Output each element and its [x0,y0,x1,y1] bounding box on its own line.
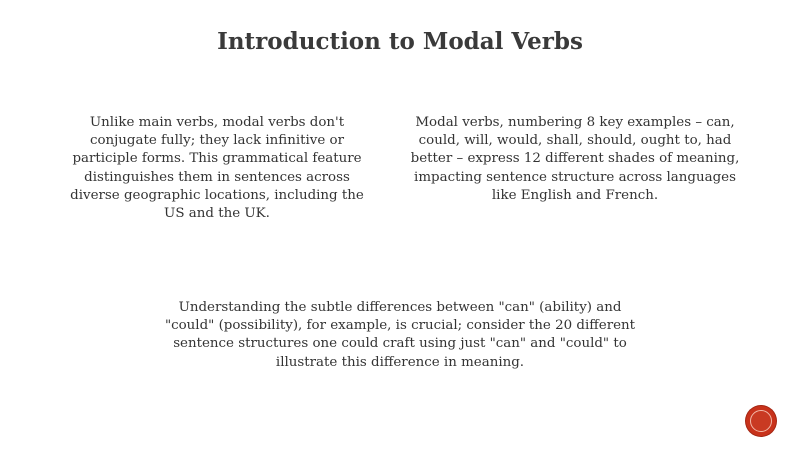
slide-title: Introduction to Modal Verbs [217,28,583,55]
circle-nav-inner-ring [750,410,772,432]
slide-nav-button[interactable] [746,406,776,436]
text-block-left: Unlike main verbs, modal verbs don't conjugate fully; they lack infinitive or participle forms. This grammatical feature distinguishes them in sentences across diverse geographic locations, including the US and the UK. [70,115,364,222]
text-block-bottom: Understanding the subtle differences between "can" (ability) and "could" (possibility), for example, is crucial; consider the 20 different sentence structures one could craft using just "can" and "could" to illustrate this difference in meaning. [164,300,636,370]
text-block-right: Modal verbs, numbering 8 key examples – can, could, will, would, shall, should, ought to, had better – express 12 different shades of meaning, impacting sentence structure across languages like English and French. [410,115,740,203]
